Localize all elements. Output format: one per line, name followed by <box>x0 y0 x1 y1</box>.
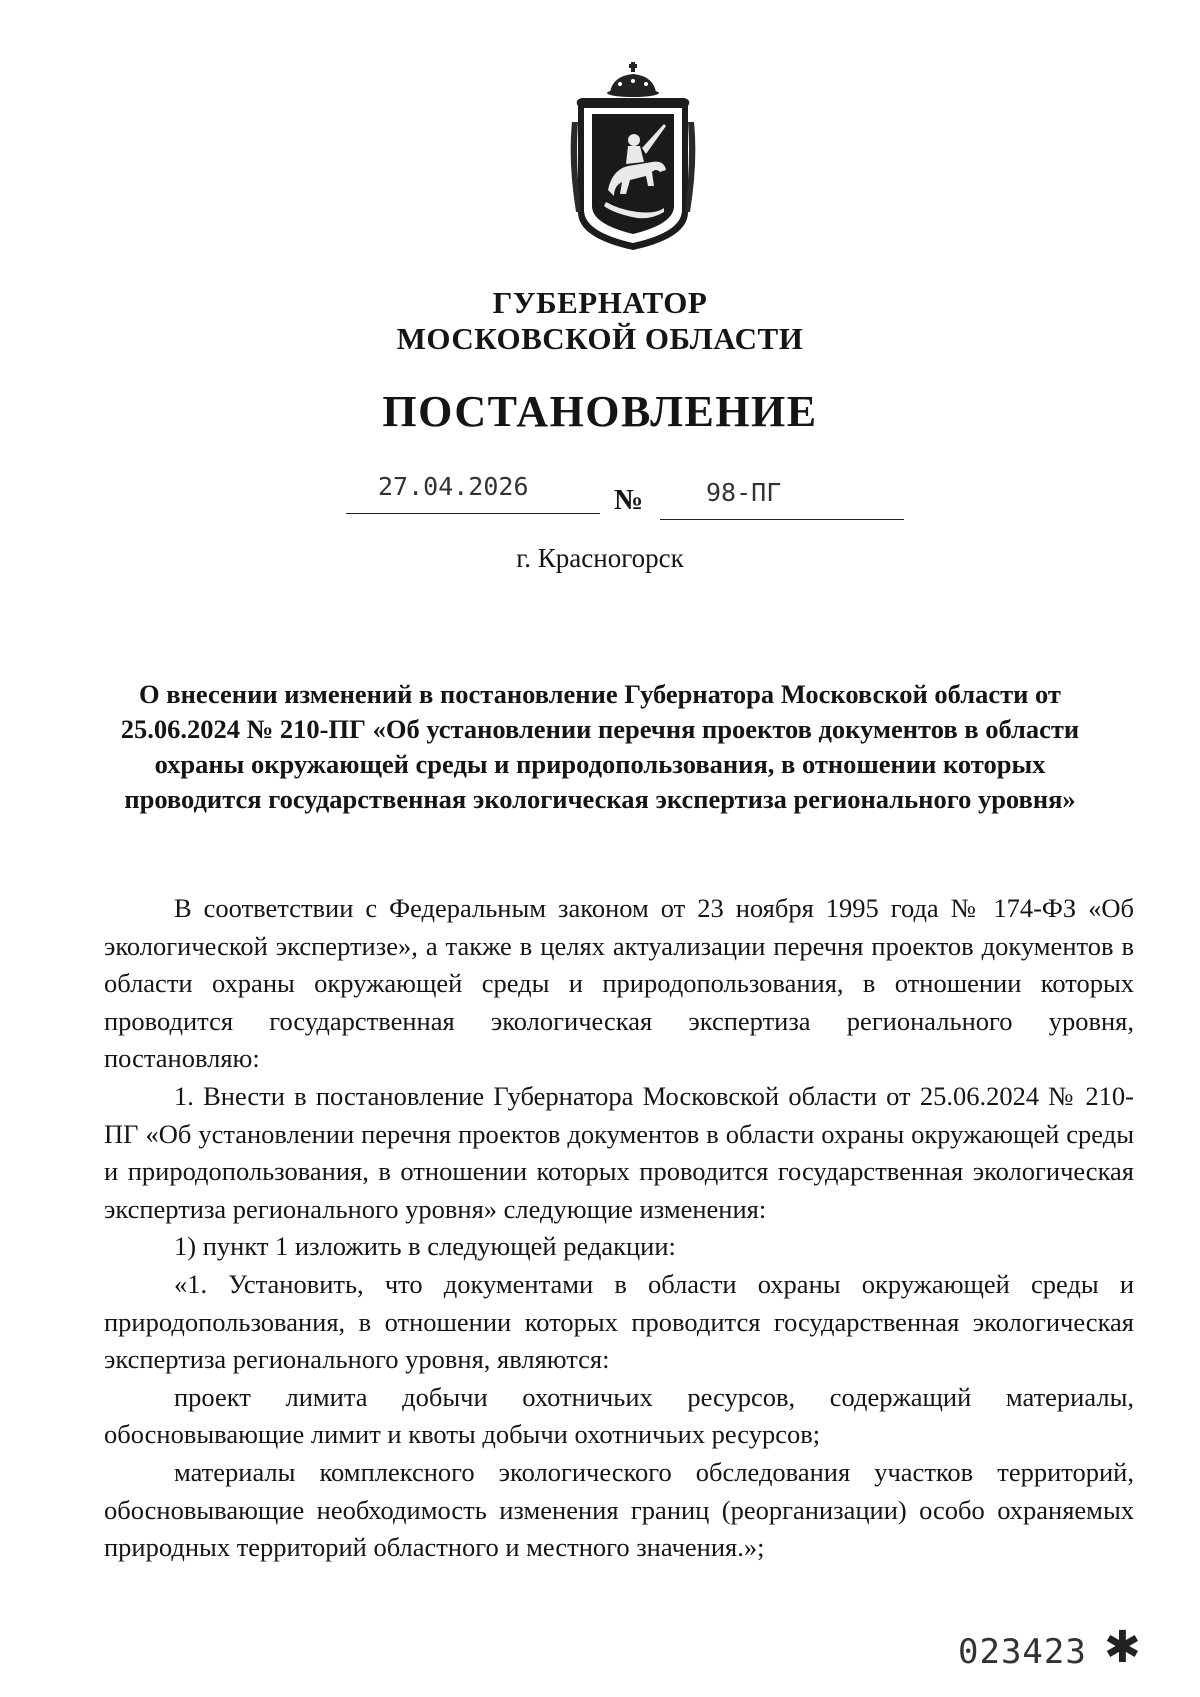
body-paragraph-list-entry-2: материалы комплексного экологического обследования участков территорий, обосновывающие необходимость изменения границ (реорганизации) особо охраняемых природных территорий областного и местного значения.»; <box>104 1456 1134 1563</box>
date-underline <box>346 513 600 514</box>
document-type-title: ПОСТАНОВЛЕНИЕ <box>382 387 818 436</box>
authority-line-2: МОСКОВСКОЙ ОБЛАСТИ <box>396 321 804 356</box>
authority-line-1: ГУБЕРНАТОР <box>492 285 708 320</box>
document-body <box>104 890 1134 1567</box>
document-subject-heading: О внесении изменений в постановление Губернатора Московской области от 25.06.2024 № 210-ПГ «Об установлении перечня проектов документов в области охраны окружающей среды и природопользования, в отношении которых проводится государственная экологическая экспертиза регионального уровня» <box>120 679 1080 814</box>
form-serial-number: 023423 <box>958 1632 1087 1672</box>
document-date: 27.04.2026 <box>378 472 529 501</box>
body-paragraph-item-1: 1. Внести в постановление Губернатора Московской области от 25.06.2024 № 210-ПГ «Об установлении перечня проектов документов в области охраны окружающей среды и природопользования, в отношении которых проводится государственная экологическая экспертиза регионального уровня» следующие изменения: <box>104 1080 1134 1224</box>
number-sign: № <box>614 484 644 516</box>
body-paragraph-list-entry-1: проект лимита добычи охотничьих ресурсов, содержащий материалы, обосновывающие лимит и квоты добычи охотничьих ресурсов; <box>104 1381 1134 1450</box>
body-paragraph-subitem-1: 1) пункт 1 изложить в следующей редакции: <box>174 1231 676 1262</box>
asterisk-mark-icon: ✱ <box>1104 1622 1141 1673</box>
body-paragraph-preamble: В соответствии с Федеральным законом от 23 ноября 1995 года № 174-ФЗ «Об экологической экспертизе», а также в целях актуализации перечня проектов документов в области охраны окружающей среды и природопользования, в отношении которых проводится государственная экологическая экспертиза регионального уровня, постановляю: <box>104 893 1134 1074</box>
body-paragraph-quoted-item: «1. Установить, что документами в области охраны окружающей среды и природопользования, в отношении которых проводится государственная экологическая экспертиза регионального уровня, являются: <box>104 1268 1134 1375</box>
document-number: 98-ПГ <box>706 478 782 507</box>
place-of-issue: г. Красногорск <box>516 543 684 573</box>
number-underline <box>660 519 904 520</box>
moscow-oblast-coat-of-arms-emblem <box>568 62 698 254</box>
